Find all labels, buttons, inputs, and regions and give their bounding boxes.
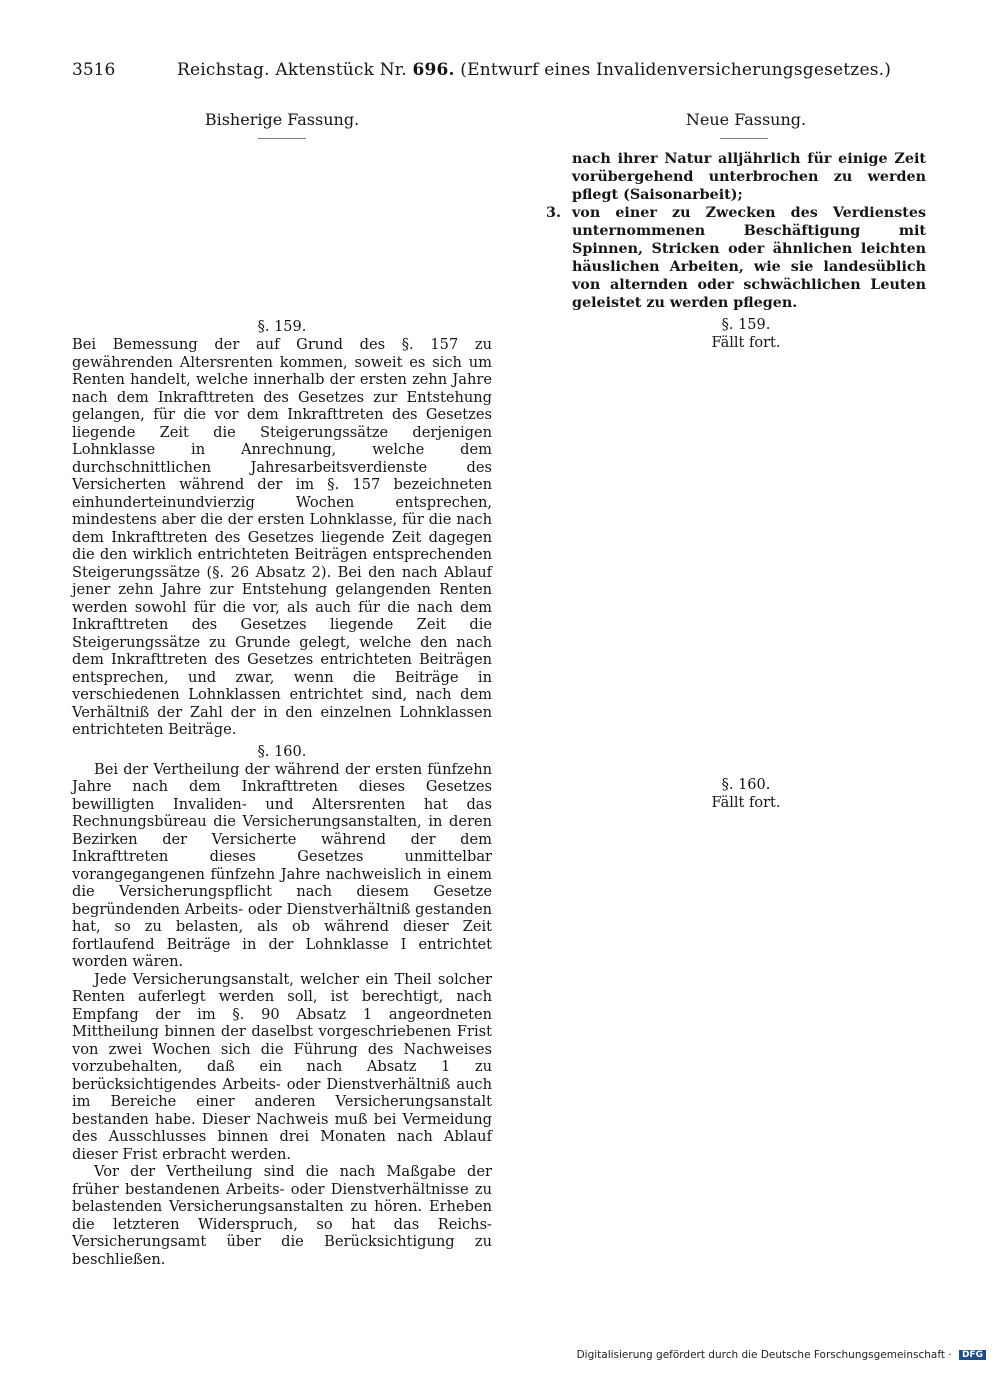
header-title <box>177 60 891 80</box>
header-subtitle: (Entwurf eines Invalidenversicherungsgesetzes.) <box>460 60 892 80</box>
dfg-logo: DFG <box>959 1350 986 1360</box>
left-column-heading: Bisherige Fassung. <box>204 110 360 129</box>
section-160-paragraph-3: Vor der Vertheilung sind die nach Maßgabe der früher bestandenen Arbeits- oder Dienstverhältnisse zu belastenden Versicherungsanstalten zu hören. Erheben die letzteren Widerspruch, so hat das Reichs-Versicherungsamt über die Berücksichtigung zu beschließen. <box>72 1163 492 1268</box>
section-title: §. 160. <box>721 777 771 793</box>
digitization-credit <box>577 1349 986 1361</box>
right-column-heading: Neue Fassung. <box>685 110 807 129</box>
section-159-text: Bei Bemessung der auf Grund des §. 157 zu gewährenden Altersrenten kommen, soweit es sich um Renten handelt, welche innerhalb der ersten zehn Jahre nach dem Inkrafttreten des Gesetzes zur Entstehung gelangen, für die vor dem Inkrafttreten des Gesetzes liegende Zeit die Steigerungssätze derjenigen Lohnklasse in Anrechnung, welche dem durchschnittlichen Jahresarbeitsverdienste des Versicherten während der im §. 157 bezeichneten einhunderteinundvierzig Wochen entsprechen, mindestens aber die der ersten Lohnklasse, für die nach dem Inkrafttreten des Gesetzes liegende Zeit dagegen die den wirklich entrichteten Beiträgen entsprechenden Steigerungssätze (§. 26 Absatz 2). Bei den nach Ablauf jener zehn Jahre zur Entstehung gelangenden Renten werden sowohl für die vor, als auch für die nach dem Inkrafttreten des Gesetzes liegende Zeit die Steigerungssätze zu Grunde gelegt, welche den nach dem Inkrafttreten des Gesetzes entrichteten Beiträgen entsprechen, und zwar, wenn die Beiträge in verschiedenen Lohnklassen entrichtet sind, nach dem Verhältniß der Zahl der in den einzelnen Lohnklassen entrichteten Beiträge. <box>72 336 492 738</box>
section-title: §. 159. <box>721 317 771 333</box>
section-text: Fällt fort. <box>711 795 781 811</box>
section-text: Fällt fort. <box>711 335 781 351</box>
right-section-159 <box>566 316 926 352</box>
section-title: §. 160. <box>257 743 307 760</box>
list-item-text: von einer zu Zwecken des Verdienstes unternommenen Beschäftigung mit Spinnen, Stricken oder ähnlichen leichten häuslichen Arbeiten, wie sie landesüblich von alternden oder schwächlichen Leuten geleistet zu werden pflegen. <box>572 205 926 311</box>
list-item-3 <box>540 204 926 312</box>
left-column <box>72 318 492 1268</box>
continuation-text: nach ihrer Natur alljährlich für einige Zeit vorübergehend unterbrochen zu werden pflegt (Saisonarbeit); <box>572 151 926 203</box>
right-section-160 <box>566 776 926 812</box>
credit-text: Digitalisierung gefördert durch die Deutsche Forschungsgemeinschaft · <box>576 1349 952 1361</box>
left-heading-rule <box>258 138 306 139</box>
section-160-paragraph-2: Jede Versicherungsanstalt, welcher ein Theil solcher Renten auferlegt werden soll, ist berechtigt, nach Empfang der im §. 90 Absatz 1 angeordneten Mittheilung binnen der daselbst vorgeschriebenen Frist von zwei Wochen sich die Führung des Nachweises vorzubehalten, daß ein nach Absatz 1 zu berücksichtigendes Arbeits- oder Dienstverhältniß auch im Bereiche einer anderen Versicherungsanstalt bestanden habe. Dieser Nachweis muß bei Vermeidung des Ausschlusses binnen drei Monaten nach Ablauf dieser Frist erbracht werden. <box>72 970 492 1163</box>
right-column-continuation <box>540 150 926 312</box>
header-title-text: Reichstag. Aktenstück Nr. <box>177 60 407 80</box>
page-header <box>72 60 922 86</box>
section-160-paragraph-1: Bei der Vertheilung der während der ersten fünfzehn Jahre nach dem Inkrafttreten dieses Gesetzes bewilligten Invaliden- und Altersrenten hat das Rechnungsbüreau die Versicherungsanstalten, in deren Bezirken der Versicherte während der dem Inkrafttreten dieses Gesetzes unmittelbar vorangegangenen fünfzehn Jahre nachweislich in einem die Versicherungspflicht nach diesem Gesetze begründenden Arbeits- oder Dienstverhältniß gestanden hat, so zu belasten, als ob während dieser Zeit fortlaufend Beiträge in der Lohnklasse I entrichtet worden wären. <box>72 760 492 970</box>
page-number: 3516 <box>72 60 116 80</box>
right-heading-rule <box>720 138 768 139</box>
section-title: §. 159. <box>257 319 307 335</box>
document-number: 696. <box>412 60 455 80</box>
list-item-number: 3. <box>546 205 561 221</box>
